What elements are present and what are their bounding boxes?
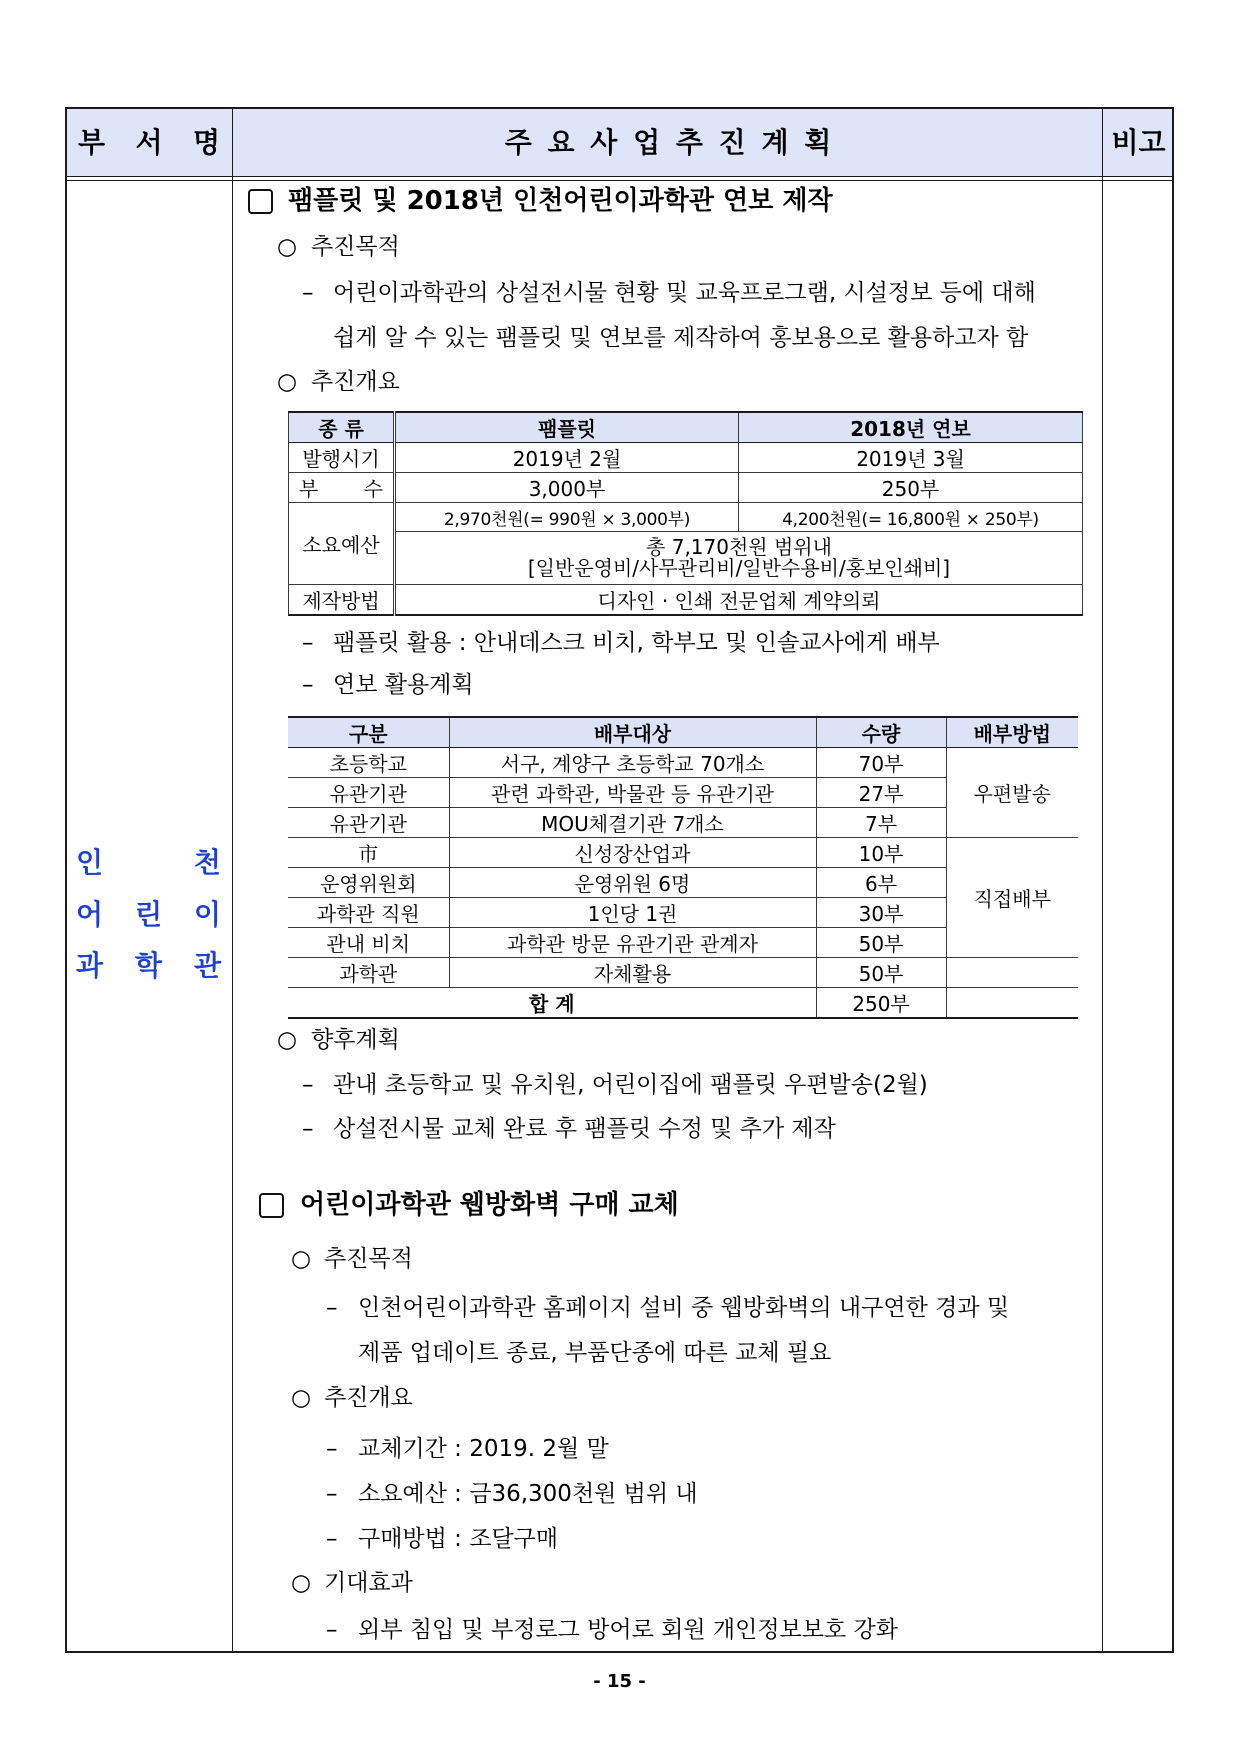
section1-overview-heading: ○ 추진개요 [277, 369, 400, 395]
section1-purpose-label: 추진목적 [311, 234, 400, 260]
column-divider-note [1102, 107, 1103, 1653]
circle-bullet: ○ [277, 234, 298, 260]
table-cell: 50부 [816, 928, 946, 958]
table-total-qty: 250부 [816, 988, 946, 1019]
section2-overview-heading: ○ 추진개요 [291, 1385, 413, 1411]
table-cell-empty [946, 958, 1078, 988]
table-cell: 초등학교 [288, 748, 449, 778]
table-row [289, 532, 1083, 585]
table-cell-empty [946, 988, 1078, 1019]
table-row [288, 838, 1078, 868]
table-header-cell: 배부대상 [449, 717, 816, 748]
dash-bullet: – [302, 672, 314, 698]
table-total-row [288, 988, 1078, 1019]
dash-bullet: – [326, 1526, 338, 1552]
dash-bullet: – [302, 1072, 314, 1098]
table-cell: 1인당 1권 [449, 898, 816, 928]
table-row [289, 585, 1083, 616]
dash-bullet: – [326, 1617, 338, 1643]
section1-purpose-line-cont: 쉽게 알 수 있는 팸플릿 및 연보를 제작하여 홍보용으로 활용하고자 함 [333, 325, 1029, 351]
page-number: - 15 - [593, 1671, 646, 1692]
table-cell: 자체활용 [449, 958, 816, 988]
header-note: 비고 [1111, 126, 1166, 159]
table-cell: 30부 [816, 898, 946, 928]
publication-overview-table [288, 411, 1083, 616]
section1-title: 팸플릿 및 2018년 인천어린이과학관 연보 제작 [288, 186, 833, 216]
table-cell: 3,000부 [395, 473, 739, 503]
circle-bullet: ○ [277, 369, 298, 395]
table-header-row [289, 412, 1083, 443]
table-cell: MOU체결기관 7개소 [449, 808, 816, 838]
section1-future-heading: ○ 향후계획 [277, 1027, 400, 1053]
section2-effect-line: – 외부 침입 및 부정로그 방어로 회원 개인정보보호 강화 [326, 1617, 898, 1643]
table-row [289, 503, 1083, 532]
table-cell: 과학관 방문 유관기관 관계자 [449, 928, 816, 958]
circle-bullet: ○ [291, 1246, 312, 1272]
dash-bullet: – [326, 1436, 338, 1462]
section2-overview-line: – 교체기간 : 2019. 2월 말 [326, 1436, 609, 1462]
dept-name-line-1: 인 천 [76, 846, 221, 879]
circle-bullet: ○ [291, 1570, 312, 1596]
table-header-row [288, 717, 1078, 748]
section1-purpose-heading [277, 232, 400, 262]
section2-purpose-heading: ○ 추진목적 [291, 1246, 413, 1272]
table-cell: 제작방법 [289, 585, 395, 616]
table-header-cell: 팸플릿 [395, 412, 739, 443]
table-cell: 유관기관 [288, 808, 449, 838]
table-cell: 10부 [816, 838, 946, 868]
section2-purpose-line-cont: 제품 업데이트 종료, 부품단종에 따른 교체 필요 [358, 1340, 832, 1366]
section2-effect-heading: ○ 기대효과 [291, 1570, 413, 1596]
section1-purpose-line: – 어린이과학관의 상설전시물 현황 및 교육프로그램, 시설정보 등에 대해 [302, 280, 1036, 306]
table-cell: 유관기관 [288, 778, 449, 808]
table-cell: 과학관 직원 [288, 898, 449, 928]
table-total-label: 합 계 [288, 988, 816, 1019]
table-cell [395, 532, 1083, 585]
dash-bullet: – [302, 630, 314, 656]
table-cell: 과학관 [288, 958, 449, 988]
dash-bullet: – [326, 1295, 338, 1321]
table-cell: 6부 [816, 868, 946, 898]
section2-purpose-line: – 인천어린이과학관 홈페이지 설비 중 웹방화벽의 내구연한 경과 및 [326, 1295, 1010, 1321]
circle-bullet: ○ [291, 1385, 312, 1411]
budget-total: 총 7,170천원 범위내 [646, 535, 832, 559]
table-header-cell: 2018년 연보 [739, 412, 1083, 443]
section2-overview-line: – 소요예산 : 금36,300천원 범위 내 [326, 1481, 698, 1507]
table-row [289, 443, 1083, 473]
table-row [288, 748, 1078, 778]
section2-overview-line: – 구매방법 : 조달구매 [326, 1526, 559, 1552]
table-cell: 발행시기 [289, 443, 395, 473]
dash-bullet: – [302, 280, 314, 306]
table-cell: 70부 [816, 748, 946, 778]
table-cell: 2,970천원(= 990원 × 3,000부) [395, 503, 739, 532]
table-cell: 신성장산업과 [449, 838, 816, 868]
table-header-cell: 종 류 [289, 412, 395, 443]
dept-name-line-3: 과 학 관 [76, 949, 221, 982]
section1-usage-line: – 연보 활용계획 [302, 672, 474, 698]
table-header-cell: 수량 [816, 717, 946, 748]
circle-bullet: ○ [277, 1027, 298, 1053]
table-cell: 4,200천원(= 16,800원 × 250부) [739, 503, 1083, 532]
table-cell: 2019년 3월 [739, 443, 1083, 473]
table-cell: 50부 [816, 958, 946, 988]
section1-usage-line: – 팸플릿 활용 : 안내데스크 비치, 학부모 및 인솔교사에게 배부 [302, 630, 940, 656]
budget-accounts: [일반운영비/사무관리비/일반수용비/홍보인쇄비] [527, 556, 951, 580]
header-plan: 주 요 사 업 추 진 계 획 [504, 126, 832, 159]
checkbox-icon [248, 189, 273, 214]
table-cell: 7부 [816, 808, 946, 838]
table-cell: 250부 [739, 473, 1083, 503]
section1-future-line: – 관내 초등학교 및 유치원, 어린이집에 팸플릿 우편발송(2월) [302, 1072, 928, 1098]
table-cell: 관련 과학관, 박물관 등 유관기관 [449, 778, 816, 808]
header-dept: 부 서 명 [78, 126, 220, 159]
table-cell: 市 [288, 838, 449, 868]
column-divider-dept [232, 107, 233, 1653]
table-header-cell: 구분 [288, 717, 449, 748]
section1-future-line: – 상설전시물 교체 완료 후 팸플릿 수정 및 추가 제작 [302, 1116, 836, 1142]
table-cell: 서구, 계양구 초등학교 70개소 [449, 748, 816, 778]
table-row [288, 958, 1078, 988]
table-cell: 2019년 2월 [395, 443, 739, 473]
dash-bullet: – [302, 1116, 314, 1142]
table-cell: 운영위원회 [288, 868, 449, 898]
table-cell: 디자인 · 인쇄 전문업체 계약의뢰 [395, 585, 1083, 616]
table-cell: 운영위원 6명 [449, 868, 816, 898]
table-cell: 27부 [816, 778, 946, 808]
table-cell: 부 수 [289, 473, 395, 503]
dash-bullet: – [326, 1481, 338, 1507]
table-cell: 소요예산 [289, 503, 395, 585]
table-cell: 직접배부 [946, 838, 1078, 958]
table-header-cell: 배부방법 [946, 717, 1078, 748]
table-cell: 우편발송 [946, 748, 1078, 838]
checkbox-icon [259, 1193, 284, 1218]
distribution-plan-table [288, 716, 1078, 1019]
table-row [289, 473, 1083, 503]
dept-name-line-2: 어 린 이 [76, 898, 221, 931]
table-cell: 관내 비치 [288, 928, 449, 958]
section2-title: 어린이과학관 웹방화벽 구매 교체 [300, 1190, 679, 1220]
